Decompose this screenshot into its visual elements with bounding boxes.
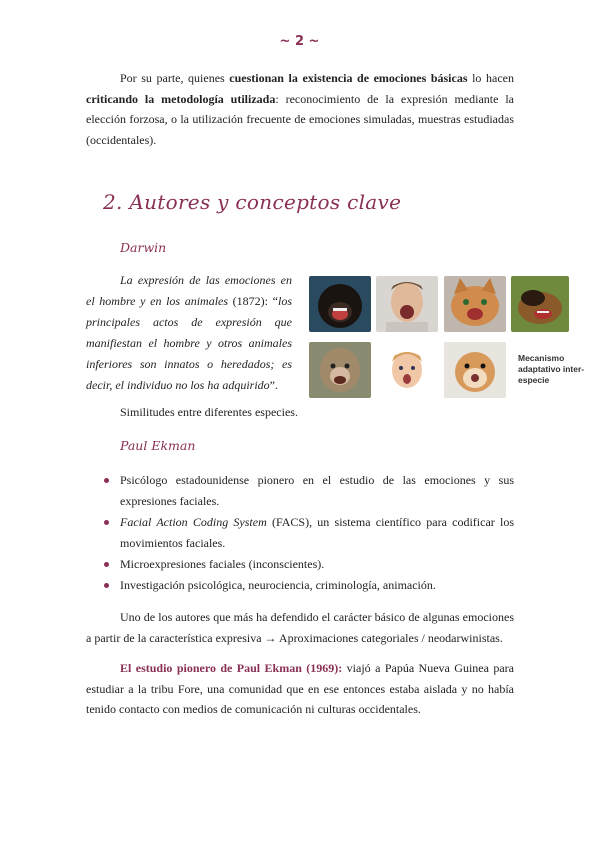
list-item: Investigación psicológica, neurociencia, criminología, animación.	[104, 575, 514, 596]
list-item: Facial Action Coding System (FACS), un sistema científico para codificar los movimientos faciales.	[104, 512, 514, 554]
bullet-icon	[104, 583, 109, 588]
ekman-paragraph-2: El estudio pionero de Paul Ekman (1969): viajó a Papúa Nueva Guinea para estudiar a la tribu Fore, una comunidad que en ese entonces estaba aislada y no había tenido contacto con medios de comunicación ni culturas occidentales.	[86, 661, 514, 716]
page-number: ~ 2 ~	[279, 34, 320, 49]
screaming-man-photo	[376, 276, 438, 332]
bullet-icon	[104, 520, 109, 525]
child-photo	[376, 342, 438, 398]
ekman-heading: Paul Ekman	[120, 438, 196, 453]
darwin-quote: La expresión de las emociones en el hombre y en los animales (1872): “los principales actos de expresión que manifiestan el hombre y otros animales inferiores son innatos o heredados; es decir, el individuo no los ha adquirido”.	[86, 273, 292, 392]
chimpanzee-photo	[309, 276, 371, 332]
intro-paragraph: Por su parte, quienes cuestionan la existencia de emociones básicas lo hacen criticando la metodología utilizada: reconocimiento de la expresión mediante la elección forzosa, o la utilización frecuente de emociones simuladas, muestras estudiadas (occidentales).	[86, 71, 515, 147]
list-item: Microexpresiones faciales (inconscientes).	[104, 554, 514, 575]
monkey-photo	[309, 342, 371, 398]
bullet-icon	[104, 478, 109, 483]
cat-photo	[444, 276, 506, 332]
ekman-paragraph-1: Uno de los autores que más ha defendido el carácter básico de algunas emociones a partir de la característica expresiva → Aproximaciones categoriales / neodarwinistas.	[86, 610, 514, 645]
similitudes-text: Similitudes entre diferentes especies.	[120, 405, 298, 419]
section-title: 2. Autores y conceptos clave	[103, 190, 402, 214]
bullet-icon	[104, 562, 109, 567]
ekman-bullet-list	[104, 470, 514, 596]
darwin-heading: Darwin	[120, 240, 167, 255]
list-item: Psicólogo estadounidense pionero en el estudio de las emociones y sus expresiones faciales.	[104, 470, 514, 512]
hamster-photo	[444, 342, 506, 398]
dog-photo	[511, 276, 569, 332]
figure-caption: Mecanismo adaptativo inter-especie	[518, 353, 585, 385]
